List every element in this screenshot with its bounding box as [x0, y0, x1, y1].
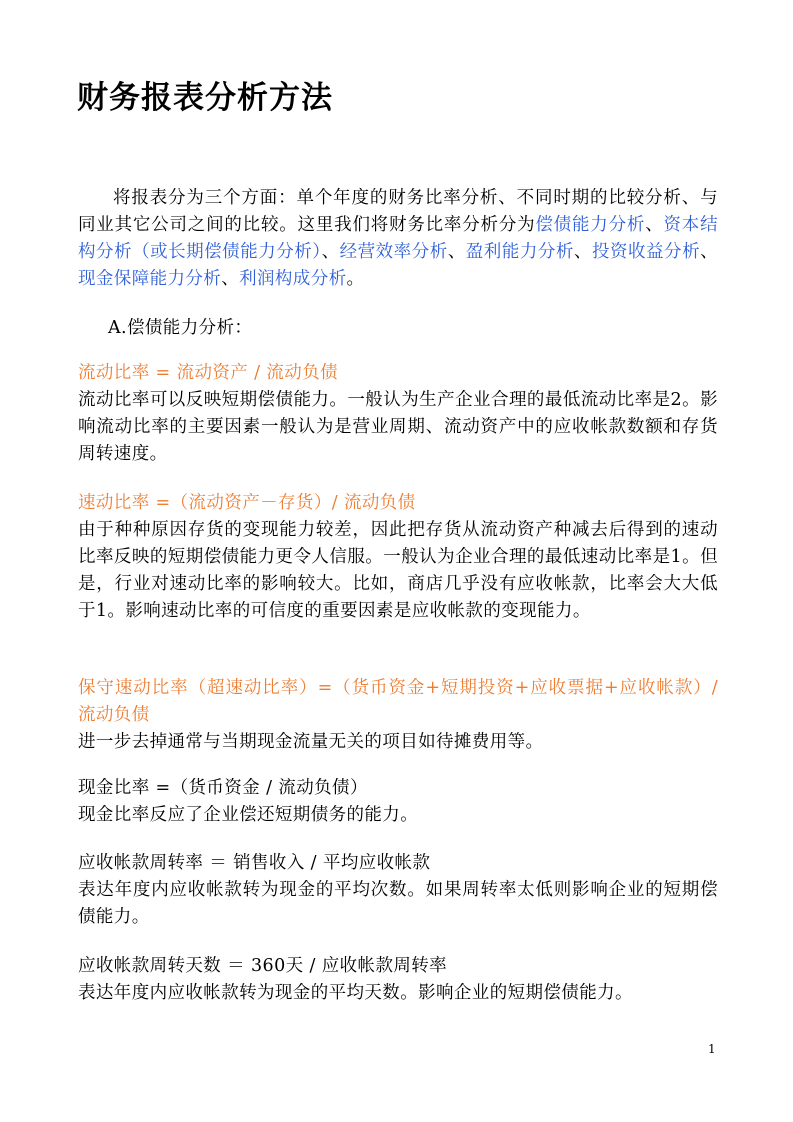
desc-current-ratio: 流动比率可以反映短期偿债能力。一般认为生产企业合理的最低流动比率是2。影响流动比率的主要因素一般认为是营业周期、流动资产中的应收帐款数额和存货周转速度。	[78, 390, 718, 464]
formula-receivables-turnover-days: 应收帐款周转天数 ＝ 360天 / 应收帐款周转率	[78, 956, 448, 976]
section-heading-solvency: A.偿债能力分析：	[108, 318, 253, 338]
link-capital-structure-analysis[interactable]: 资本结构分析（或长期偿债能力分析）	[78, 215, 718, 262]
desc-receivables-turnover-days: 表达年度内应收帐款转为现金的平均天数。影响企业的短期偿债能力。	[78, 983, 633, 1003]
link-solvency-analysis[interactable]: 偿债能力分析	[535, 215, 646, 235]
separator: 。	[346, 269, 365, 289]
link-operating-efficiency-analysis[interactable]: 经营效率分析	[339, 242, 448, 262]
formula-receivables-turnover: 应收帐款周转率 ＝ 销售收入 / 平均应收帐款	[78, 853, 431, 873]
desc-quick-ratio: 由于种种原因存货的变现能力较差，因此把存货从流动资产种减去后得到的速动比率反映的短期偿债能力更令人信服。一般认为企业合理的最低速动比率是1。但是，行业对速动比率的影响较大。比如，商店几乎没有应收帐款，比率会大大低于1。影响速动比率的可信度的重要因素是应收帐款的变现能力。	[78, 520, 718, 621]
link-profit-composition-analysis[interactable]: 利润构成分析	[239, 269, 347, 289]
link-cash-coverage-analysis[interactable]: 现金保障能力分析	[78, 269, 222, 289]
desc-receivables-turnover: 表达年度内应收帐款转为现金的平均次数。如果周转率太低则影响企业的短期偿债能力。	[78, 880, 718, 927]
desc-cash-ratio: 现金比率反应了企业偿还短期债务的能力。	[78, 805, 419, 825]
separator: 、	[700, 242, 718, 262]
formula-cash-ratio: 现金比率 =（货币资金 / 流动负债）	[78, 778, 368, 798]
formula-quick-ratio: 速动比率 =（流动资产－存货）/ 流动负债	[78, 493, 416, 513]
formula-conservative-quick-ratio: 保守速动比率（超速动比率）=（货币资金+短期投资+应收票据+应收帐款）/ 流动负债	[78, 678, 718, 725]
intro-text: 将报表分为三个方面：单个年度的财务比率分析、不同时期的比较分析、与同业其它公司之间的比较。这里我们将财务比率分析分为	[78, 188, 718, 235]
document-title: 财务报表分析方法	[77, 80, 333, 116]
link-investment-return-analysis[interactable]: 投资收益分析	[591, 242, 701, 262]
link-profitability-analysis[interactable]: 盈利能力分析	[465, 242, 574, 262]
page-number: 1	[708, 1042, 716, 1056]
formula-current-ratio: 流动比率 = 流动资产 / 流动负债	[78, 363, 339, 383]
separator: 、	[221, 269, 240, 289]
desc-conservative-quick-ratio: 进一步去掉通常与当期现金流量无关的项目如待摊费用等。	[78, 732, 544, 752]
separator: 、	[447, 242, 466, 262]
separator: 、	[321, 242, 340, 262]
separator: 、	[573, 242, 592, 262]
intro-paragraph	[78, 185, 718, 293]
separator: 、	[645, 215, 664, 235]
